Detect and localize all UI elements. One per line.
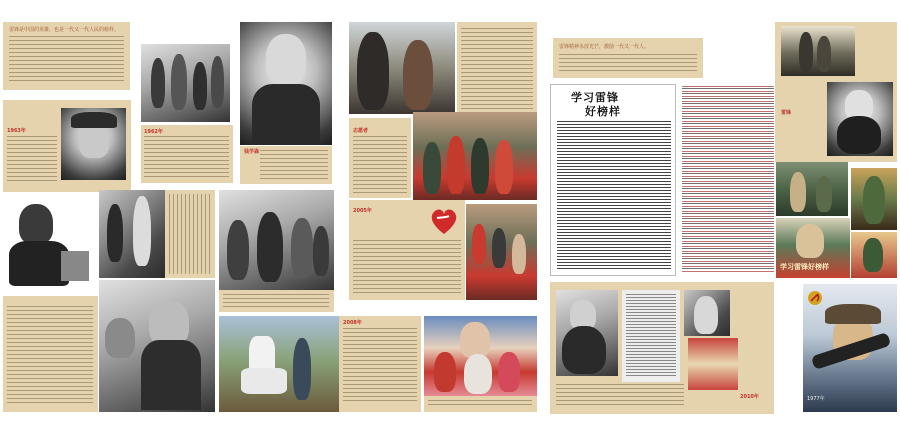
- leifeng-statue-panel: [775, 80, 897, 162]
- tag-2008: 2008年: [343, 320, 362, 326]
- children-photo: [219, 190, 334, 290]
- caption-2-lines: [353, 136, 407, 194]
- heart-logo-panel: [349, 200, 465, 300]
- poster-photo-1: [776, 218, 850, 278]
- tag-leifeng: 雷锋: [781, 110, 792, 116]
- tag-2010: 2010年: [740, 394, 759, 400]
- sculpture-photo: [781, 26, 855, 76]
- qian-caption-lines: [260, 150, 328, 180]
- newspaper-columns: [557, 121, 671, 271]
- caption-2-panel: [349, 118, 411, 198]
- lower-left-lines: [7, 306, 93, 406]
- tag-1963: 1963年: [7, 128, 26, 134]
- parade-photo: [413, 112, 537, 200]
- family-caption-panel: [424, 396, 537, 412]
- woman-photo: [99, 280, 215, 412]
- right-intro-lines: [559, 54, 697, 72]
- painting-photo-2: [851, 168, 897, 230]
- lower-right-panel: [550, 282, 774, 414]
- poster-photo-2: [851, 232, 897, 278]
- qian-portrait-photo: [240, 22, 332, 145]
- right-top-text-panel: [457, 22, 537, 114]
- tag-qian: 钱学森: [244, 149, 260, 155]
- family-photo: [424, 316, 537, 396]
- donkey-caption-lines: [343, 328, 417, 404]
- painting-photo-1: [776, 162, 848, 216]
- lower-right-lines: [556, 384, 684, 406]
- tag-2005: 2005年: [353, 208, 372, 214]
- propaganda-poster: [803, 284, 897, 412]
- leifeng-child-photo: [556, 290, 618, 376]
- family-caption-lines: [428, 400, 532, 408]
- children-caption-panel: [219, 290, 334, 312]
- vertical-text-panel: [165, 190, 215, 278]
- heart-logo-lines: [353, 240, 461, 296]
- leifeng-woodcut-photo: [827, 82, 893, 156]
- workers-photo: [99, 190, 165, 278]
- leifeng-bio-panel: [3, 100, 131, 192]
- sculpture-panel: [775, 22, 897, 80]
- crowd-photo: [141, 44, 230, 122]
- newspaper-title-1: 学习雷锋: [571, 91, 619, 104]
- intro-text-lines: [9, 36, 124, 84]
- right-intro-panel: [553, 38, 703, 78]
- crowd-color-photo: [466, 204, 537, 300]
- qian-caption-panel: [240, 146, 332, 184]
- children-caption-lines: [223, 294, 329, 308]
- newspaper-clipping: [550, 84, 676, 276]
- newspaper-title-2: 好榜样: [585, 105, 621, 118]
- tag-1977: 1977年: [807, 396, 825, 402]
- documents-photo: [622, 290, 680, 382]
- leifeng-bio-lines: [7, 136, 57, 184]
- poster-collage-photo: [688, 338, 738, 390]
- middle-text-panel: [141, 125, 233, 183]
- hammer-sickle-icon: [807, 290, 823, 306]
- donkey-caption-panel: [339, 316, 421, 412]
- donkey-photo: [219, 316, 339, 412]
- middle-text-lines: [144, 136, 229, 178]
- red-heart-hand-icon: [427, 204, 461, 238]
- right-intro-text: 雷锋精神永放光芒，激励一代又一代人。: [559, 44, 650, 50]
- tag-volunteer: 志愿者: [353, 128, 369, 134]
- poster-caption: 学习雷锋好榜样: [780, 263, 829, 271]
- tag-1962: 1962年: [144, 129, 163, 135]
- leifeng-writing-photo: [3, 196, 98, 296]
- leifeng-cap-photo: [61, 108, 126, 180]
- vertical-text-lines: [169, 194, 211, 274]
- soldier-small-photo: [684, 290, 730, 336]
- elder-volunteer-photo: [349, 22, 455, 114]
- right-top-text-lines: [461, 28, 533, 110]
- intro-text-panel: [3, 22, 130, 90]
- lower-left-panel: [3, 196, 98, 412]
- newspaper-text-block: [680, 84, 776, 276]
- intro-text: 雷锋是中国的英雄，也是一代又一代人民的榜样。: [9, 27, 120, 33]
